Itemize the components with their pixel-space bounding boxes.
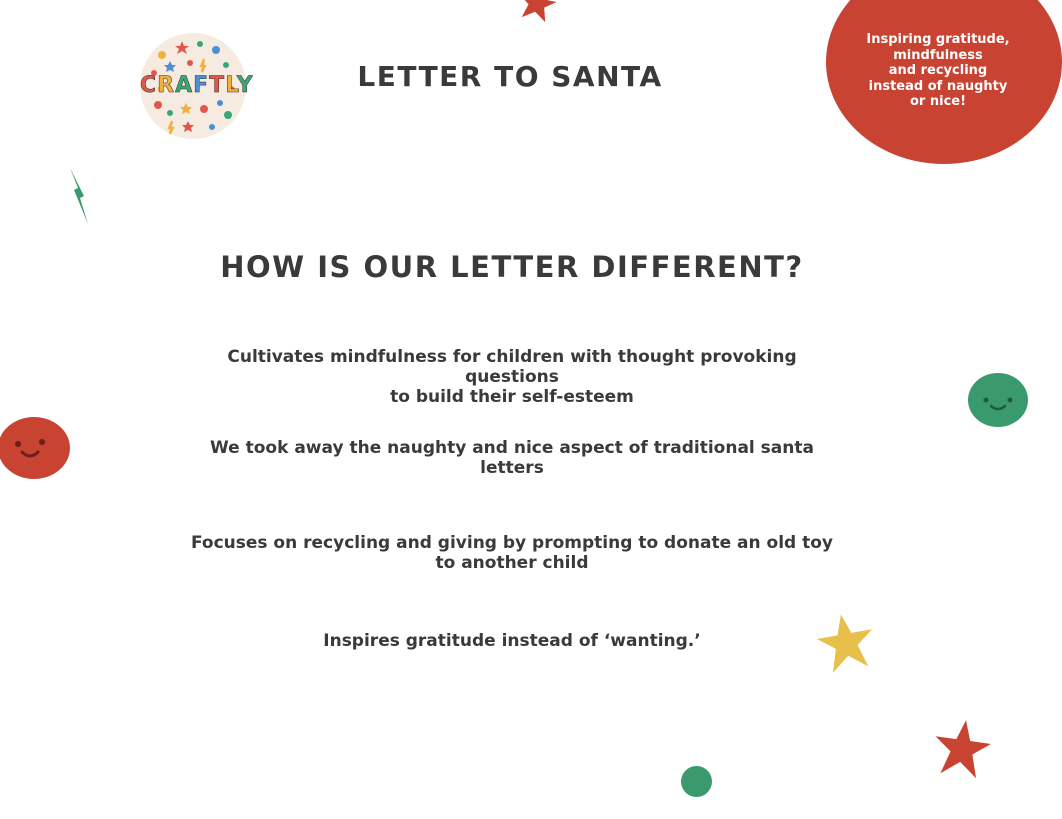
tagline-line: instead of naughty xyxy=(868,78,1008,94)
star-icon xyxy=(930,718,994,780)
tagline-line: and recycling xyxy=(888,63,988,78)
list-item-line: Inspires gratitude instead of ‘wanting.’ xyxy=(323,631,701,651)
tagline-text xyxy=(860,32,1016,110)
page-title: LETTER TO SANTA xyxy=(357,60,663,93)
list-item-line: Focuses on recycling and giving by prompting to donate an old toy xyxy=(190,533,834,553)
list-item-line: letters xyxy=(480,458,544,478)
tagline-line: Inspiring gratitude, xyxy=(866,32,1010,47)
logo-letter: A xyxy=(175,73,194,98)
logo-letter: Y xyxy=(236,73,254,98)
list-item-line: to another child xyxy=(435,553,589,573)
logo-letter: R xyxy=(157,73,176,98)
list-item-line: Cultivates mindfulness for children with thought provoking questions xyxy=(227,347,797,387)
logo-letter: C xyxy=(140,73,158,98)
list-item xyxy=(180,533,844,573)
smiley-blob-icon xyxy=(966,370,1028,430)
list-item-line: We took away the naughty and nice aspect of traditional santa xyxy=(210,438,814,458)
list-item xyxy=(180,438,844,478)
section-heading: HOW IS OUR LETTER DIFFERENT? xyxy=(220,250,804,284)
dot-icon xyxy=(681,766,712,797)
logo-letter: L xyxy=(225,73,237,98)
list-item xyxy=(180,631,844,651)
list-item-line: to build their self-esteem xyxy=(390,387,634,407)
logo-letter: T xyxy=(209,73,226,98)
lightning-icon xyxy=(66,168,90,226)
smiley-blob-icon xyxy=(0,414,72,482)
craftly-logo xyxy=(140,33,254,139)
tagline-line: or nice! xyxy=(909,94,967,109)
star-icon xyxy=(814,612,878,674)
logo-letter: F xyxy=(193,73,210,98)
tagline-line: mindfulness xyxy=(893,47,983,63)
star-icon xyxy=(514,0,560,22)
logo-wordmark xyxy=(140,73,254,98)
list-item xyxy=(180,347,844,407)
